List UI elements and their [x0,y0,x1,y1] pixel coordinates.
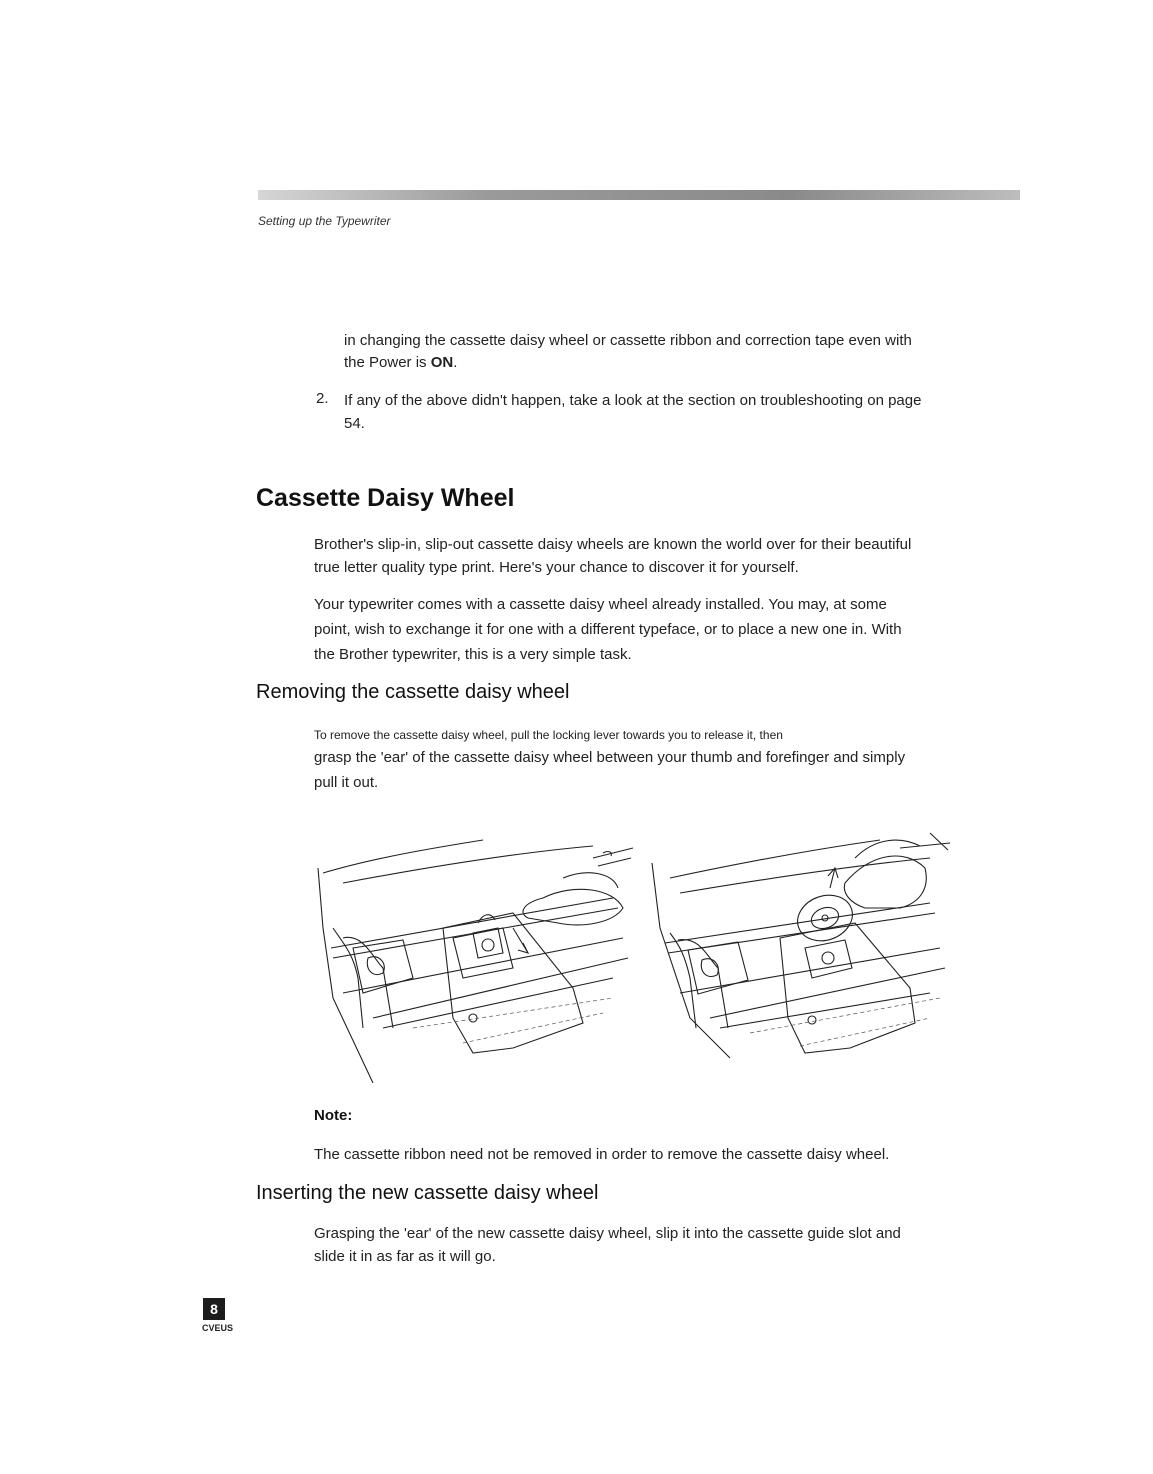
section-p2-line1: Your typewriter comes with a cassette daisy wheel already installed. You may, at some [314,596,887,613]
removing-line2: grasp the 'ear' of the cassette daisy wheel between your thumb and forefinger and simply [314,749,906,766]
illustration-pull-lever [313,828,638,1083]
section-p1-line2: true letter quality type print. Here's your chance to discover it for yourself. [314,559,799,576]
intro-continuation-line2: the Power is ON. [344,354,458,371]
illustration-remove-cassette [630,828,955,1083]
note-text: The cassette ribbon need not be removed in order to remove the cassette daisy wheel. [314,1146,890,1163]
section-title: Cassette Daisy Wheel [256,484,515,512]
page-number-badge: 8 [203,1298,225,1320]
inserting-heading: Inserting the new cassette daisy wheel [256,1182,599,1204]
section-p1-line1: Brother's slip-in, slip-out cassette daisy wheels are known the world over for their beautiful [314,536,912,553]
page-code: CVEUS [202,1323,234,1333]
removing-line1: To remove the cassette daisy wheel, pull the locking lever towards you to release it, then [314,728,783,742]
removing-line3: pull it out. [314,774,379,791]
intro-continuation-line1: in changing the cassette daisy wheel or cassette ribbon and correction tape even with [344,332,912,349]
list-item-2-line1: If any of the above didn't happen, take a look at the section on troubleshooting on page [344,392,922,409]
inserting-line1: Grasping the 'ear' of the new cassette daisy wheel, slip it into the cassette guide slot and [314,1225,901,1242]
list-item-number: 2. [316,390,329,407]
inserting-line2: slide it in as far as it will go. [314,1248,496,1265]
list-item-2-line2: 54. [344,415,365,432]
header-rule [258,190,1020,200]
power-on-keyword: ON [430,354,454,371]
note-label: Note: [314,1107,353,1124]
removing-heading: Removing the cassette daisy wheel [256,681,570,703]
section-p2-line2: point, wish to exchange it for one with a different typeface, or to place a new one in. With [314,621,902,638]
section-p2-line3: the Brother typewriter, this is a very simple task. [314,646,632,663]
running-head: Setting up the Typewriter [258,214,391,228]
